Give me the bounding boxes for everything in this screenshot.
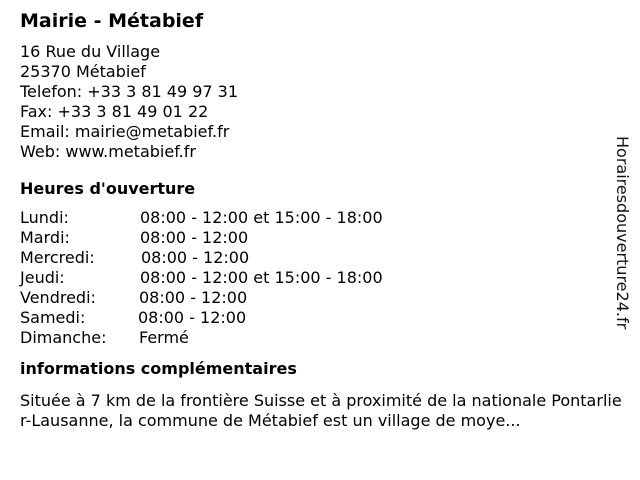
time-value: 08:00 - 12:00 [140, 228, 249, 247]
business-card [20, 8, 620, 431]
day-label: Mercredi: [20, 248, 95, 267]
contact-block [20, 42, 620, 162]
page-title: Mairie - Métabief [20, 10, 204, 32]
day-label: Jeudi: [20, 268, 65, 287]
hours-row-mercredi [20, 248, 620, 268]
hours-row-jeudi [20, 268, 620, 288]
time-value: 08:00 - 12:00 [138, 308, 247, 327]
opening-hours-heading: Heures d'ouverture [20, 179, 196, 198]
time-value: 08:00 - 12:00 [141, 248, 250, 267]
day-label: Vendredi: [20, 288, 96, 307]
day-label: Lundi: [20, 208, 69, 227]
phone-number: Telefon: +33 3 81 49 97 31 [20, 82, 239, 101]
day-label: Mardi: [20, 228, 70, 247]
time-value: 08:00 - 12:00 et 15:00 - 18:00 [140, 268, 383, 287]
day-label: Samedi: [20, 308, 86, 327]
additional-info-text: Située à 7 km de la frontière Suisse et à proximité de la nationale Pontarlier-Lausanne, la commune de Métabief est un village de moye... [20, 391, 622, 430]
street-address: 16 Rue du Village [20, 42, 161, 61]
city-postcode: 25370 Métabief [20, 62, 146, 81]
hours-row-samedi [20, 308, 620, 328]
hours-row-mardi [20, 228, 620, 248]
day-label: Dimanche: [20, 328, 107, 347]
opening-hours-table [20, 208, 620, 348]
email-address: Email: mairie@metabief.fr [20, 122, 230, 141]
hours-row-vendredi [20, 288, 620, 308]
additional-info-heading: informations complémentaires [20, 359, 297, 378]
time-value: Fermé [139, 328, 189, 347]
time-value: 08:00 - 12:00 [139, 288, 248, 307]
fax-number: Fax: +33 3 81 49 01 22 [20, 102, 209, 121]
site-watermark: Horairesdouverture24.fr [613, 136, 632, 330]
hours-row-lundi [20, 208, 620, 228]
time-value: 08:00 - 12:00 et 15:00 - 18:00 [140, 208, 383, 227]
website-address: Web: www.metabief.fr [20, 142, 196, 161]
hours-row-dimanche [20, 328, 620, 348]
